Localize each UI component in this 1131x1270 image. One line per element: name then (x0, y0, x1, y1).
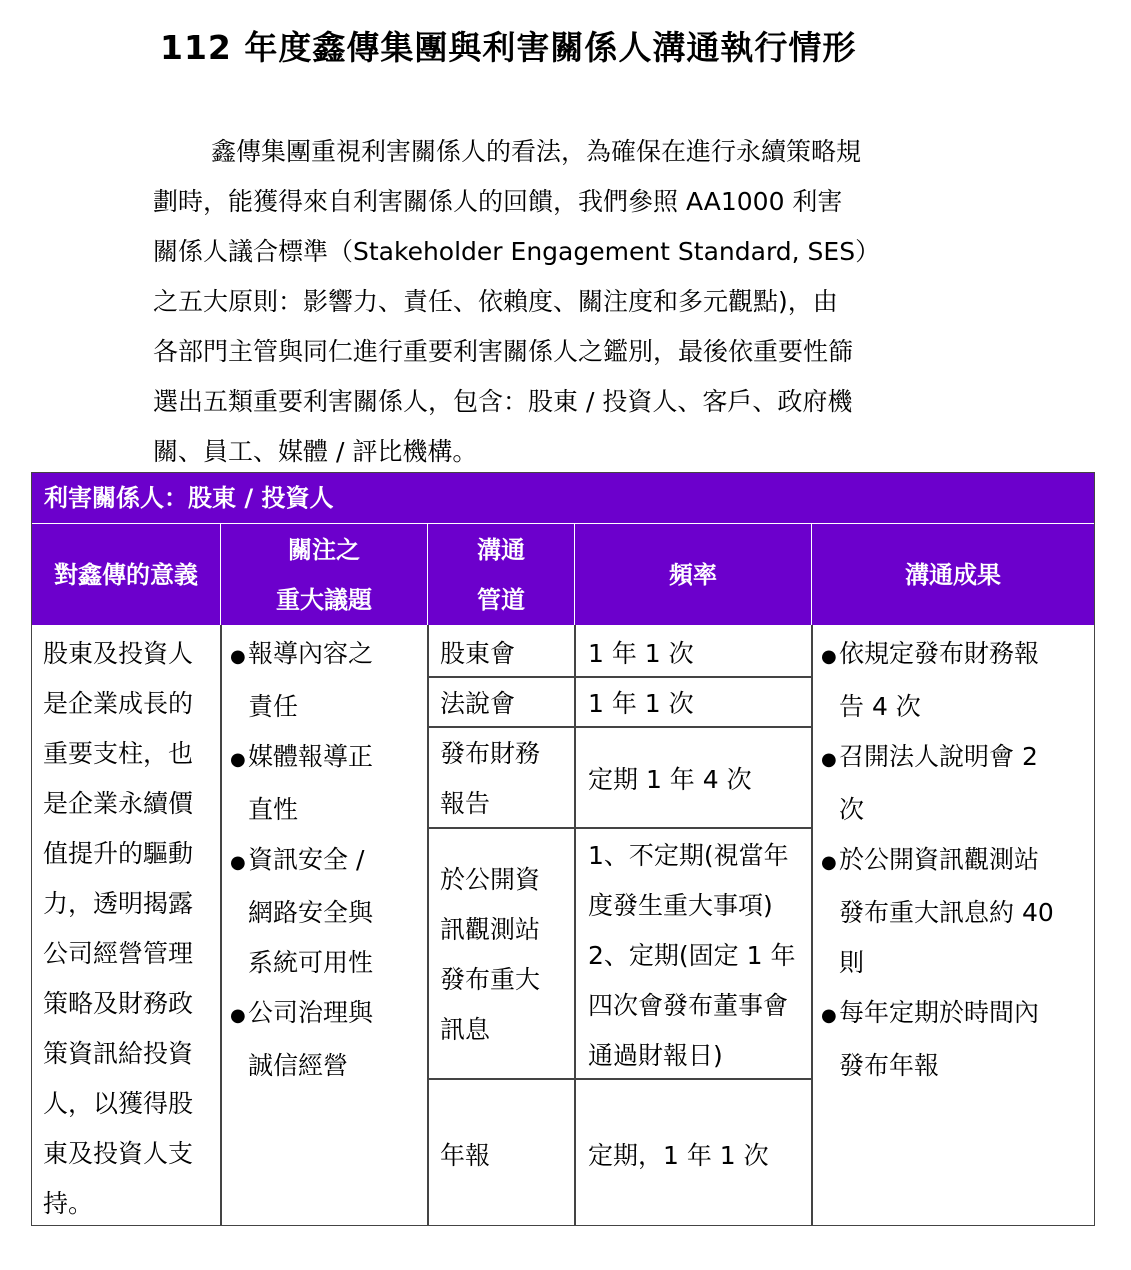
issue-item-cont: 誠信經營 (248, 1051, 349, 1080)
header-meaning: 對鑫傳的意義 (32, 524, 221, 625)
issue-item: ●資訊安全 / (230, 835, 426, 888)
stakeholder-table (31, 472, 1095, 1226)
stakeholder-band-title: 利害關係人：股東 / 投資人 (32, 473, 1094, 524)
col-divider (811, 625, 813, 1225)
header-channel (428, 524, 575, 625)
meaning-cell (43, 629, 219, 1229)
intro-line: 之五大原則：影響力、責任、依賴度、關注度和多元觀點)，由 (153, 287, 838, 316)
col-divider (427, 625, 429, 1225)
frequency-cell: 定期，1 年 1 次 (588, 1141, 769, 1170)
meaning-line: 股東及投資人 (43, 639, 194, 668)
header-issues (221, 524, 428, 625)
issue-item-cont: 直性 (248, 795, 299, 824)
issue-item: ●媒體報導正 (230, 732, 426, 785)
result-item-cont: 發布重大訊息約 40 (839, 898, 1054, 927)
channel-cell: 法說會 (440, 689, 516, 718)
bullet-icon: ● (230, 749, 246, 770)
channel-cell: 於公開資 訊觀測站 發布重大 訊息 (440, 865, 541, 1044)
intro-line: 選出五類重要利害關係人，包含：股東 / 投資人、客戶、政府機 (153, 387, 853, 416)
meaning-line: 持。 (43, 1189, 94, 1218)
intro-line: 劃時，能獲得來自利害關係人的回饋，我們參照 AA1000 利害 (153, 187, 843, 216)
header-channel-line1: 溝通 (477, 535, 525, 564)
result-item-cont: 發布年報 (839, 1051, 940, 1080)
bullet-icon: ● (821, 1005, 837, 1026)
intro-line: 關係人議合標準（Stakeholder Engagement Standard, SES） (153, 237, 881, 266)
result-item: ●每年定期於時間內 (821, 988, 1093, 1041)
frequency-cell: 1、不定期(視當年 度發生重大事項) 2、定期(固定 1 年 四次會發布董事會 通過財報日) (588, 841, 796, 1070)
issue-item-cont: 責任 (248, 692, 299, 721)
meaning-line: 策略及財務政 (43, 989, 194, 1018)
meaning-line: 值提升的驅動 (43, 839, 194, 868)
header-results: 溝通成果 (812, 524, 1094, 625)
results-cell (821, 629, 1093, 1091)
meaning-line: 重要支柱，也 (43, 739, 194, 768)
bullet-icon: ● (230, 646, 246, 667)
frequency-cell: 定期 1 年 4 次 (588, 765, 752, 794)
result-item-cont: 告 4 次 (839, 692, 921, 721)
frequency-cell: 1 年 1 次 (588, 689, 694, 718)
result-item: ●依規定發布財務報 (821, 629, 1093, 682)
intro-paragraph (153, 127, 983, 477)
meaning-line: 東及投資人支 (43, 1139, 194, 1168)
intro-line: 關、員工、媒體 / 評比機構。 (153, 437, 478, 466)
result-item: ●召開法人說明會 2 (821, 732, 1093, 785)
result-item-cont: 則 (839, 948, 865, 977)
issues-cell (230, 629, 426, 1091)
result-item: ●於公開資訊觀測站 (821, 835, 1093, 888)
meaning-line: 人，以獲得股 (43, 1089, 194, 1118)
meaning-line: 力，透明揭露 (43, 889, 194, 918)
intro-line: 各部門主管與同仁進行重要利害關係人之鑑別，最後依重要性篩 (153, 337, 854, 366)
header-channel-line2: 管道 (477, 585, 525, 614)
header-issues-line2: 重大議題 (276, 585, 372, 614)
bullet-icon: ● (230, 1005, 246, 1026)
header-issues-line1: 關注之 (288, 535, 360, 564)
meaning-line: 是企業永續價 (43, 789, 194, 818)
issue-item: ●公司治理與 (230, 988, 426, 1041)
channel-cell: 股東會 (440, 639, 516, 668)
header-frequency: 頻率 (575, 524, 812, 625)
col-divider (574, 625, 576, 1225)
meaning-line: 策資訊給投資 (43, 1039, 194, 1068)
meaning-line: 公司經營管理 (43, 939, 194, 968)
bullet-icon: ● (821, 852, 837, 873)
issue-item-cont: 系統可用性 (248, 948, 374, 977)
meaning-line: 是企業成長的 (43, 689, 194, 718)
intro-line: 鑫傳集團重視利害關係人的看法，為確保在進行永續策略規 (211, 137, 862, 166)
bullet-icon: ● (230, 852, 246, 873)
frequency-cell: 1 年 1 次 (588, 639, 694, 668)
page-title: 112 年度鑫傳集團與利害關係人溝通執行情形 (160, 28, 857, 67)
result-item-cont: 次 (839, 795, 865, 824)
bullet-icon: ● (821, 749, 837, 770)
issue-item-cont: 網路安全與 (248, 898, 374, 927)
col-divider (220, 625, 222, 1225)
issue-item: ●報導內容之 (230, 629, 426, 682)
channel-cell: 年報 (440, 1141, 491, 1170)
bullet-icon: ● (821, 646, 837, 667)
channel-cell: 發布財務 報告 (440, 739, 541, 818)
